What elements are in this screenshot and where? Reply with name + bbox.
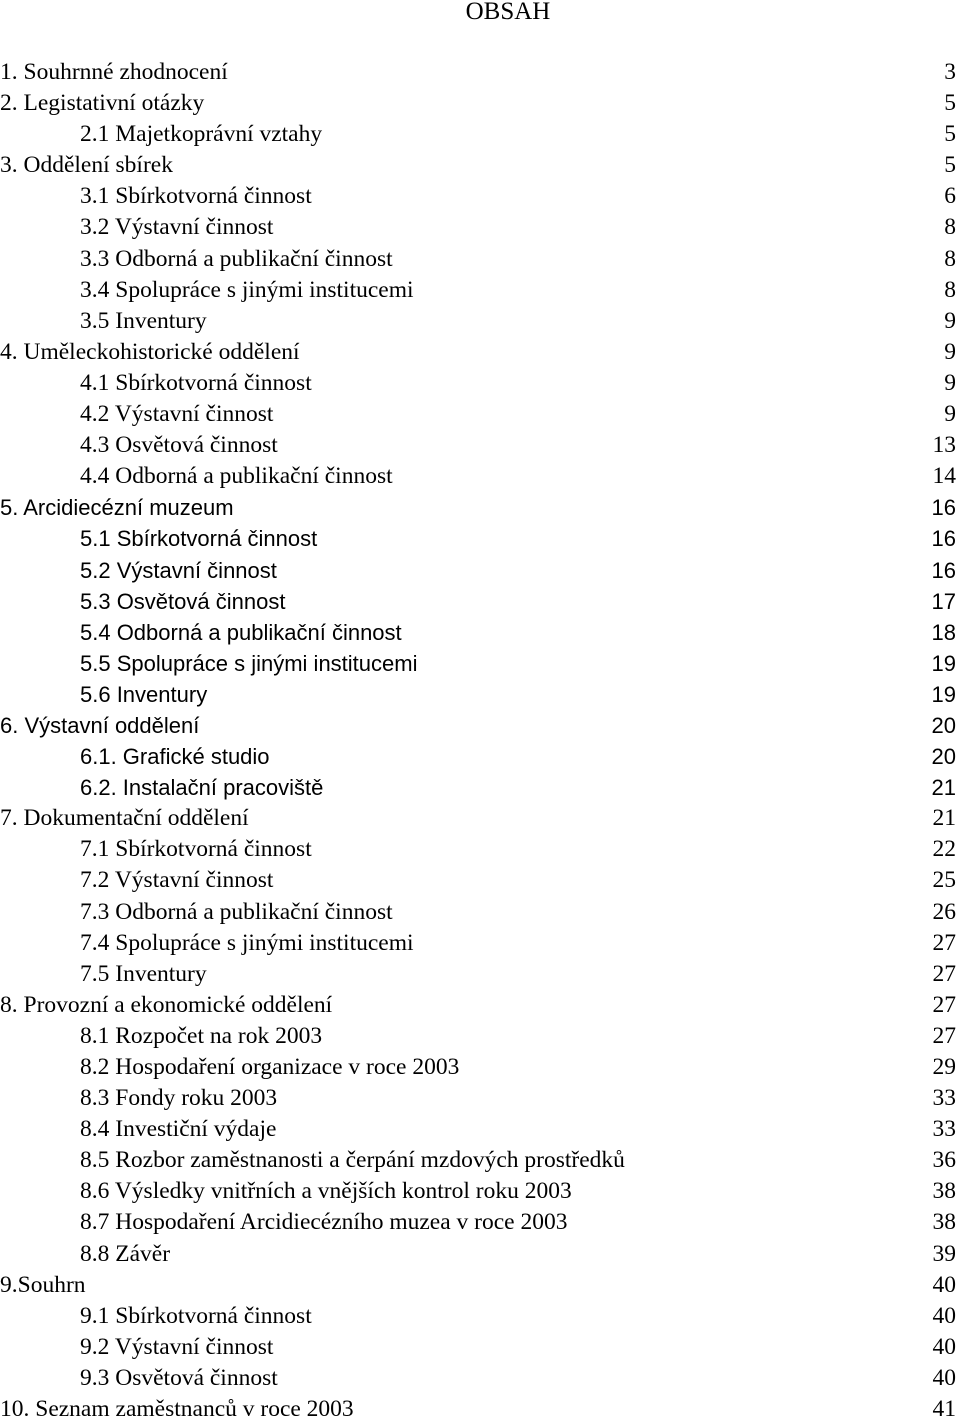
toc-entry-page: 9	[944, 401, 956, 428]
toc-entry-label: 8.2 Hospodaření organizace v roce 2003	[80, 1054, 460, 1080]
toc-entry-label: 8.3 Fondy roku 2003	[80, 1085, 278, 1112]
toc-entry-page: 27	[932, 960, 956, 987]
toc-entry[interactable]	[0, 1270, 960, 1301]
toc-entry-label: 4. Uměleckohistorické oddělení	[0, 338, 300, 365]
toc-entry-label: 5.2 Výstavní činnost	[80, 557, 277, 583]
toc-entry-label: 8.7 Hospodaření Arcidiecézního muzea v roce 2003	[80, 1209, 568, 1236]
toc-entry-label: 2.1 Majetkoprávní vztahy	[80, 121, 323, 148]
toc-entry[interactable]	[0, 1145, 960, 1176]
toc-entry-label: 3.4 Spolupráce s jinými institucemi	[80, 276, 414, 303]
toc-entry[interactable]	[0, 88, 960, 119]
toc-entry-label: 4.4 Odborná a publikační činnost	[80, 463, 393, 490]
toc-entry-label: 7.1 Sbírkotvorná činnost	[80, 836, 312, 863]
toc-entry-page: 8	[944, 276, 956, 303]
toc-entry-label: 6. Výstavní oddělení	[0, 712, 200, 738]
toc-entry-page: 25	[932, 867, 956, 894]
toc-entry-page: 19	[931, 650, 956, 676]
toc-entry-page: 41	[932, 1396, 956, 1423]
toc-entry-page: 16	[931, 495, 956, 521]
toc-entry[interactable]	[0, 1052, 960, 1083]
toc-entry[interactable]	[0, 523, 960, 554]
toc-entry[interactable]	[0, 1083, 960, 1114]
toc-entry-label: 8.5 Rozbor zaměstnanosti a čerpání mzdových prostředků	[80, 1147, 625, 1174]
toc-entry-page: 36	[932, 1147, 956, 1174]
toc-entry[interactable]	[0, 772, 960, 803]
toc-entry-page: 3	[944, 59, 956, 85]
toc-entry-page: 27	[932, 1022, 956, 1049]
table-of-contents	[0, 57, 960, 1425]
toc-entry[interactable]	[0, 1332, 960, 1363]
toc-entry-page: 33	[932, 1116, 956, 1143]
toc-entry-label: 4.2 Výstavní činnost	[80, 401, 274, 428]
toc-entry-page: 19	[931, 681, 956, 707]
toc-entry[interactable]	[0, 803, 960, 834]
toc-entry[interactable]	[0, 57, 960, 88]
toc-entry-page: 33	[932, 1085, 956, 1112]
toc-entry[interactable]	[0, 368, 960, 399]
toc-entry-page: 13	[932, 432, 956, 459]
toc-entry[interactable]	[0, 679, 960, 710]
toc-entry[interactable]	[0, 1363, 960, 1394]
toc-entry-label: 9.Souhrn	[0, 1271, 86, 1298]
toc-entry[interactable]	[0, 834, 960, 865]
toc-entry-label: 4.1 Sbírkotvorná činnost	[80, 369, 312, 396]
toc-entry-page: 26	[932, 898, 956, 925]
toc-entry-page: 8	[944, 214, 956, 241]
toc-entry-label: 9.2 Výstavní činnost	[80, 1333, 274, 1360]
toc-entry[interactable]	[0, 337, 960, 368]
toc-entry[interactable]	[0, 461, 960, 492]
toc-entry-label: 3. Oddělení sbírek	[0, 152, 173, 179]
toc-entry-label: 7. Dokumentační oddělení	[0, 805, 249, 832]
toc-entry-label: 9.1 Sbírkotvorná činnost	[80, 1302, 312, 1329]
toc-entry[interactable]	[0, 1207, 960, 1238]
toc-entry[interactable]	[0, 710, 960, 741]
toc-entry-label: 7.3 Odborná a publikační činnost	[80, 898, 393, 925]
toc-entry[interactable]	[0, 1301, 960, 1332]
toc-entry-label: 7.5 Inventury	[80, 960, 207, 987]
toc-entry[interactable]	[0, 990, 960, 1021]
toc-entry-label: 6.2. Instalační pracoviště	[80, 775, 324, 801]
toc-entry-page: 40	[932, 1302, 956, 1329]
toc-entry-page: 40	[932, 1333, 956, 1360]
toc-entry-label: 8. Provozní a ekonomické oddělení	[0, 991, 333, 1018]
toc-entry-label: 5. Arcidiecézní muzeum	[0, 495, 234, 521]
toc-entry-label: 10. Seznam zaměstnanců v roce 2003	[0, 1396, 354, 1423]
toc-entry-page: 17	[931, 588, 956, 614]
toc-entry-label: 7.2 Výstavní činnost	[80, 867, 274, 894]
toc-entry-page: 22	[932, 836, 956, 863]
toc-entry[interactable]	[0, 1176, 960, 1207]
toc-entry[interactable]	[0, 492, 960, 523]
toc-entry-label: 5.1 Sbírkotvorná činnost	[80, 526, 318, 552]
toc-entry-page: 16	[931, 557, 956, 583]
toc-entry[interactable]	[0, 399, 960, 430]
toc-entry-page: 27	[932, 929, 956, 956]
toc-entry-label: 5.3 Osvětová činnost	[80, 588, 286, 614]
toc-entry-page: 5	[944, 121, 956, 148]
toc-entry-label: 5.4 Odborná a publikační činnost	[80, 619, 402, 645]
toc-entry-page: 9	[944, 307, 956, 334]
toc-entry[interactable]	[0, 897, 960, 928]
toc-entry[interactable]	[0, 648, 960, 679]
toc-entry-page: 9	[944, 369, 956, 396]
toc-entry-label: 8.8 Závěr	[80, 1240, 171, 1267]
toc-entry[interactable]	[0, 865, 960, 896]
toc-entry-page: 27	[932, 991, 956, 1018]
toc-entry[interactable]	[0, 617, 960, 648]
toc-entry[interactable]	[0, 555, 960, 586]
page-title: OBSAH	[465, 0, 551, 25]
toc-entry-page: 21	[931, 775, 956, 801]
toc-entry[interactable]	[0, 430, 960, 461]
toc-entry[interactable]	[0, 275, 960, 306]
toc-entry[interactable]	[0, 1021, 960, 1052]
toc-entry-label: 5.6 Inventury	[80, 681, 208, 707]
toc-entry-page: 38	[932, 1209, 956, 1236]
toc-entry[interactable]	[0, 150, 960, 181]
toc-entry-page: 20	[931, 712, 956, 738]
toc-entry-page: 21	[932, 805, 956, 832]
toc-entry-label: 6.1. Grafické studio	[80, 744, 270, 770]
toc-entry[interactable]	[0, 1394, 960, 1425]
toc-entry[interactable]	[0, 1239, 960, 1270]
toc-entry-page: 38	[932, 1178, 956, 1205]
toc-entry-label: 5.5 Spolupráce s jinými institucemi	[80, 650, 418, 676]
toc-entry-page: 16	[931, 526, 956, 552]
toc-entry[interactable]	[0, 928, 960, 959]
toc-entry-page: 39	[932, 1240, 956, 1267]
toc-entry-page: 20	[931, 744, 956, 770]
toc-entry-label: 1. Souhrnné zhodnocení	[0, 59, 228, 85]
toc-entry-page: 29	[932, 1054, 956, 1080]
toc-entry-label: 3.3 Odborná a publikační činnost	[80, 245, 393, 272]
toc-entry-page: 8	[944, 245, 956, 272]
toc-entry[interactable]	[0, 306, 960, 337]
toc-entry-label: 8.4 Investiční výdaje	[80, 1116, 277, 1143]
toc-entry-page: 9	[944, 338, 956, 365]
toc-entry-label: 7.4 Spolupráce s jinými institucemi	[80, 929, 414, 956]
toc-entry-label: 8.6 Výsledky vnitřních a vnějších kontrol roku 2003	[80, 1178, 572, 1205]
toc-entry[interactable]	[0, 119, 960, 150]
toc-entry[interactable]	[0, 181, 960, 212]
toc-entry-page: 14	[932, 463, 956, 490]
toc-entry-page: 40	[932, 1271, 956, 1298]
toc-entry[interactable]	[0, 741, 960, 772]
toc-entry[interactable]	[0, 212, 960, 243]
toc-entry[interactable]	[0, 244, 960, 275]
toc-entry-label: 9.3 Osvětová činnost	[80, 1364, 278, 1391]
toc-entry[interactable]	[0, 586, 960, 617]
toc-entry-page: 5	[944, 90, 956, 117]
toc-entry-label: 3.2 Výstavní činnost	[80, 214, 274, 241]
toc-entry-label: 4.3 Osvětová činnost	[80, 432, 278, 459]
toc-entry-page: 5	[944, 152, 956, 179]
toc-entry-label: 2. Legistativní otázky	[0, 90, 205, 117]
toc-entry-label: 8.1 Rozpočet na rok 2003	[80, 1022, 323, 1049]
toc-entry-page: 6	[944, 183, 956, 210]
toc-entry[interactable]	[0, 959, 960, 990]
toc-entry-label: 3.5 Inventury	[80, 307, 207, 334]
toc-entry[interactable]	[0, 1114, 960, 1145]
toc-entry-label: 3.1 Sbírkotvorná činnost	[80, 183, 312, 210]
toc-entry-page: 18	[931, 619, 956, 645]
toc-entry-page: 40	[932, 1364, 956, 1391]
